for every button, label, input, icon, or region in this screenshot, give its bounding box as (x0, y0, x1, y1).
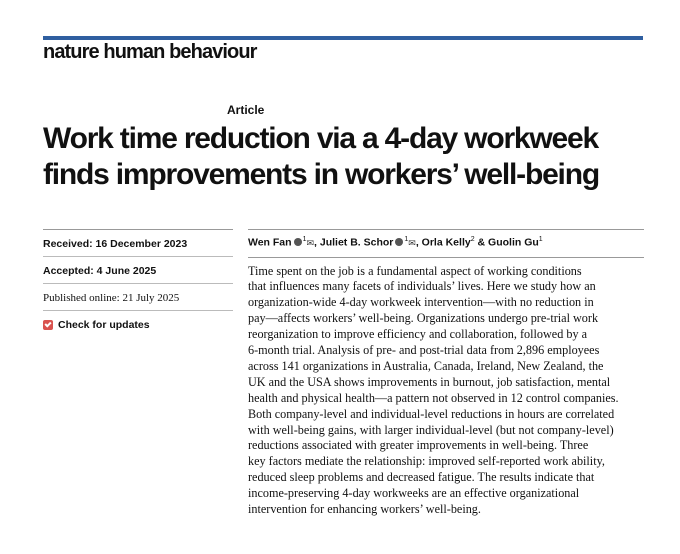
abstract-line: UK and the USA shows improvements in burnout, job satisfaction, mental (248, 374, 611, 389)
affiliation-sup: 2 (470, 236, 475, 243)
orcid-icon[interactable] (294, 238, 302, 246)
abstract-line: with well-being gains, with larger individual-level (but not company-level) (248, 422, 614, 437)
abstract-line: 6-month trial. Analysis of pre- and post-trial data from 2,896 employees (248, 343, 600, 358)
abstract-line: organization-wide 4-day workweek intervention—with no reduction in (248, 295, 594, 310)
abstract-line: intervention for enhancing workers’ well-being. (248, 502, 481, 517)
mail-icon[interactable]: ✉ (306, 237, 315, 248)
abstract-line: key factors mediate the relationship: improved self-reported work ability, (248, 454, 605, 469)
mail-icon[interactable]: ✉ (408, 237, 416, 248)
article-title (43, 121, 663, 193)
check-updates-icon (43, 320, 53, 330)
accepted-date: Accepted: 4 June 2025 (43, 265, 157, 277)
title-line: finds improvements in workers’ well-being (43, 158, 599, 191)
abstract-line: pay—affects workers’ well-being. Organizations undergo pre-trial work (248, 311, 599, 326)
author-separator: & (474, 236, 489, 249)
author-name[interactable]: Juliet B. Schor (319, 236, 394, 249)
author-name[interactable]: Guolin Gu (488, 236, 539, 249)
check-for-updates-link[interactable] (43, 319, 233, 331)
article-main (248, 229, 644, 518)
abstract-line: income-preserving 4-day workweeks are an effective organizational (248, 486, 580, 501)
author-separator: , (314, 236, 320, 249)
abstract-line: reorganization to improve efficiency and collaboration, followed by a (248, 327, 587, 342)
check-updates-label: Check for updates (58, 319, 150, 331)
abstract-line: reductions associated with greater improvements in well-being. Three (248, 438, 589, 453)
title-line: Work time reduction via a 4-day workweek (43, 122, 598, 155)
abstract-line: reduced sleep problems and decreased fatigue. The results indicate that (248, 470, 595, 485)
received-date: Received: 16 December 2023 (43, 238, 188, 250)
divider (43, 229, 233, 230)
author-list (248, 230, 644, 258)
affiliation-sup: 1 (404, 236, 409, 243)
abstract-line: Time spent on the job is a fundamental aspect of working conditions (248, 263, 582, 278)
author-name[interactable]: Wen Fan (248, 236, 292, 249)
divider (43, 283, 233, 284)
author-name[interactable]: Orla Kelly (421, 236, 471, 249)
affiliation-sup: 1 (302, 236, 307, 243)
abstract-line: Both company-level and individual-level reductions in hours are correlated (248, 406, 615, 421)
article-type-label: Article (227, 103, 265, 117)
affiliation-sup: 1 (538, 236, 543, 243)
author-separator: , (415, 236, 422, 249)
abstract-line: across 141 organizations in Australia, Canada, Ireland, New Zealand, the (248, 358, 604, 373)
orcid-icon[interactable] (395, 238, 403, 246)
published-date: Published online: 21 July 2025 (43, 292, 180, 304)
article-dates-panel (43, 229, 233, 331)
journal-name[interactable]: nature human behaviour (43, 41, 257, 63)
abstract-line: that influences many facets of individuals’ lives. Here we study how an (248, 279, 596, 294)
abstract (248, 264, 644, 519)
divider (43, 310, 233, 311)
journal-accent-bar (43, 36, 643, 40)
divider (43, 256, 233, 257)
abstract-line: health and physical health—a pattern not observed in 12 control companies. (248, 390, 619, 405)
